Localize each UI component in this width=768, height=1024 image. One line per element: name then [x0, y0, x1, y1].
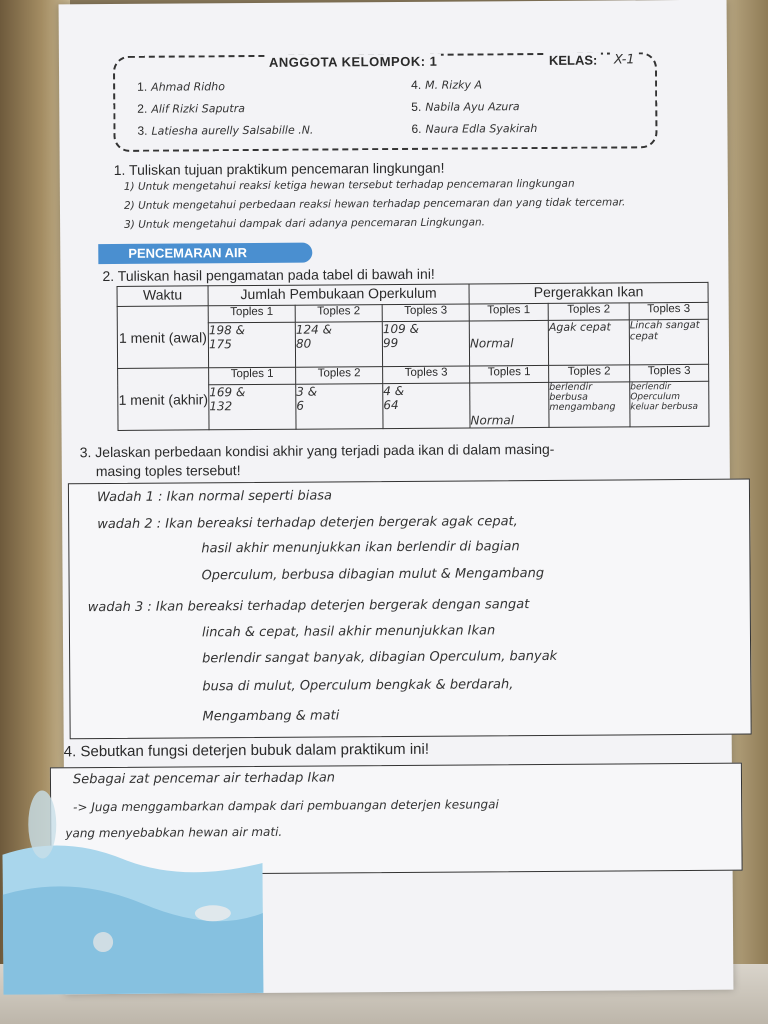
subheader-op-3: Toples 3 — [382, 304, 469, 322]
water-illustration — [2, 763, 264, 995]
header-operkulum: Jumlah Pembukaan Operkulum — [208, 284, 469, 306]
section-label: PENCEMARAN AIR — [98, 243, 312, 264]
row2-subheader-gerak-1: Toples 1 — [470, 365, 549, 383]
row1-op-1: 198 & 175 — [208, 322, 295, 368]
member-2: 2. Alif Rizki Saputra — [137, 101, 246, 116]
row2-subheader-gerak-2: Toples 2 — [549, 365, 630, 383]
q3-line-9: Mengambang & mati — [202, 708, 340, 725]
question-4: 4. Sebutkan fungsi deterjen bubuk dalam praktikum ini! — [63, 740, 430, 761]
row2-gerak-3: berlendir Operculum keluar berbusa — [630, 381, 709, 427]
q3-line-8: busa di mulut, Operculum bengkak & berdarah, — [202, 677, 514, 695]
row2-gerak-2: berlendir berbusa mengambang — [549, 382, 630, 428]
member-3: 3. Latiesha aurelly Salsabille .N. — [137, 123, 314, 138]
class-label: KELAS: — [545, 53, 601, 68]
q3-answer-box — [68, 479, 752, 740]
row1-waktu: 1 menit (awal) — [117, 306, 208, 369]
q1-answer-2: 2) Untuk mengetahui perbedaan reaksi hewan terhadap pencemaran dan yang tidak tercemar. — [123, 196, 626, 212]
row2-subheader-op-1: Toples 1 — [209, 367, 296, 385]
row1-op-2: 124 & 80 — [295, 322, 382, 368]
row2-subheader-op-3: Toples 3 — [383, 366, 470, 384]
q1-answer-3: 3) Untuk mengetahui dampak dari adanya pencemaran Lingkungan. — [124, 216, 486, 231]
row2-gerak-1: Normal — [470, 382, 549, 428]
header-waktu: Waktu — [117, 286, 208, 307]
row1-gerak-3: Lincah sangat cepat — [629, 319, 708, 365]
question-3-line-2: masing toples tersebut! — [95, 462, 241, 480]
q3-line-6: lincah & cepat, hasil akhir menunjukkan Ikan — [201, 623, 496, 641]
header-pergerakan: Pergerakkan Ikan — [469, 282, 708, 304]
can-icon — [93, 932, 113, 952]
row1-gerak-1: Normal — [469, 320, 548, 366]
group-title: ANGGOTA KELOMPOK: 1 — [265, 54, 441, 70]
q4-line-3: yang menyebabkan hewan air mati. — [65, 824, 283, 841]
subheader-gerak-1: Toples 1 — [469, 303, 548, 321]
subheader-gerak-2: Toples 2 — [548, 303, 629, 321]
q4-line-1: Sebagai zat pencemar air terhadap Ikan — [72, 770, 336, 788]
row2-subheader-gerak-3: Toples 3 — [630, 364, 709, 382]
row2-op-3: 4 & 64 — [383, 383, 470, 429]
member-4: 4. M. Rizky A — [411, 77, 483, 92]
question-1: 1. Tuliskan tujuan praktikum pencemaran lingkungan! — [113, 159, 445, 178]
row2-op-1: 169 & 132 — [209, 384, 296, 430]
row1-op-3: 109 & 99 — [382, 321, 469, 367]
question-3-line-1: 3. Jelaskan perbedaan kondisi akhir yang terjadi pada ikan di dalam masing- — [79, 440, 555, 461]
q3-line-4: Operculum, berbusa dibagian mulut & Mengambang — [201, 565, 545, 584]
q3-line-5: wadah 3 : Ikan bereaksi terhadap deterjen bergerak dengan sangat — [87, 597, 530, 616]
q3-line-7: berlendir sangat banyak, dibagian Operculum, banyak — [202, 648, 558, 667]
subheader-gerak-3: Toples 3 — [629, 302, 708, 320]
q3-line-2: wadah 2 : Ikan bereaksi terhadap deterjen bergerak agak cepat, — [97, 514, 518, 533]
row2-waktu: 1 menit (akhir) — [118, 368, 209, 431]
worksheet-page — [59, 0, 734, 994]
observation-table — [117, 282, 710, 431]
q4-line-2: -> Juga menggambarkan dampak dari pembuangan deterjen kesungai — [73, 797, 499, 815]
q3-line-3: hasil akhir menunjukkan ikan berlendir di bagian — [201, 539, 520, 557]
row2-subheader-op-2: Toples 2 — [296, 367, 383, 385]
class-value: X-1 — [610, 52, 639, 67]
member-5: 5. Nabila Ayu Azura — [411, 99, 520, 114]
row2-op-2: 3 & 6 — [296, 384, 383, 430]
group-members-box — [113, 52, 658, 152]
subheader-op-1: Toples 1 — [208, 305, 295, 323]
q1-answer-1: 1) Untuk mengetahui reaksi ketiga hewan tersebut terhadap pencemaran lingkungan — [123, 177, 575, 193]
subheader-op-2: Toples 2 — [295, 305, 382, 323]
member-6: 6. Naura Edla Syakirah — [411, 121, 538, 136]
member-1: 1. Ahmad Ridho — [137, 79, 226, 94]
question-2: 2. Tuliskan hasil pengamatan pada tabel di bawah ini! — [102, 265, 435, 285]
q3-line-1: Wadah 1 : Ikan normal seperti biasa — [96, 488, 333, 506]
row1-gerak-2: Agak cepat — [548, 320, 629, 366]
